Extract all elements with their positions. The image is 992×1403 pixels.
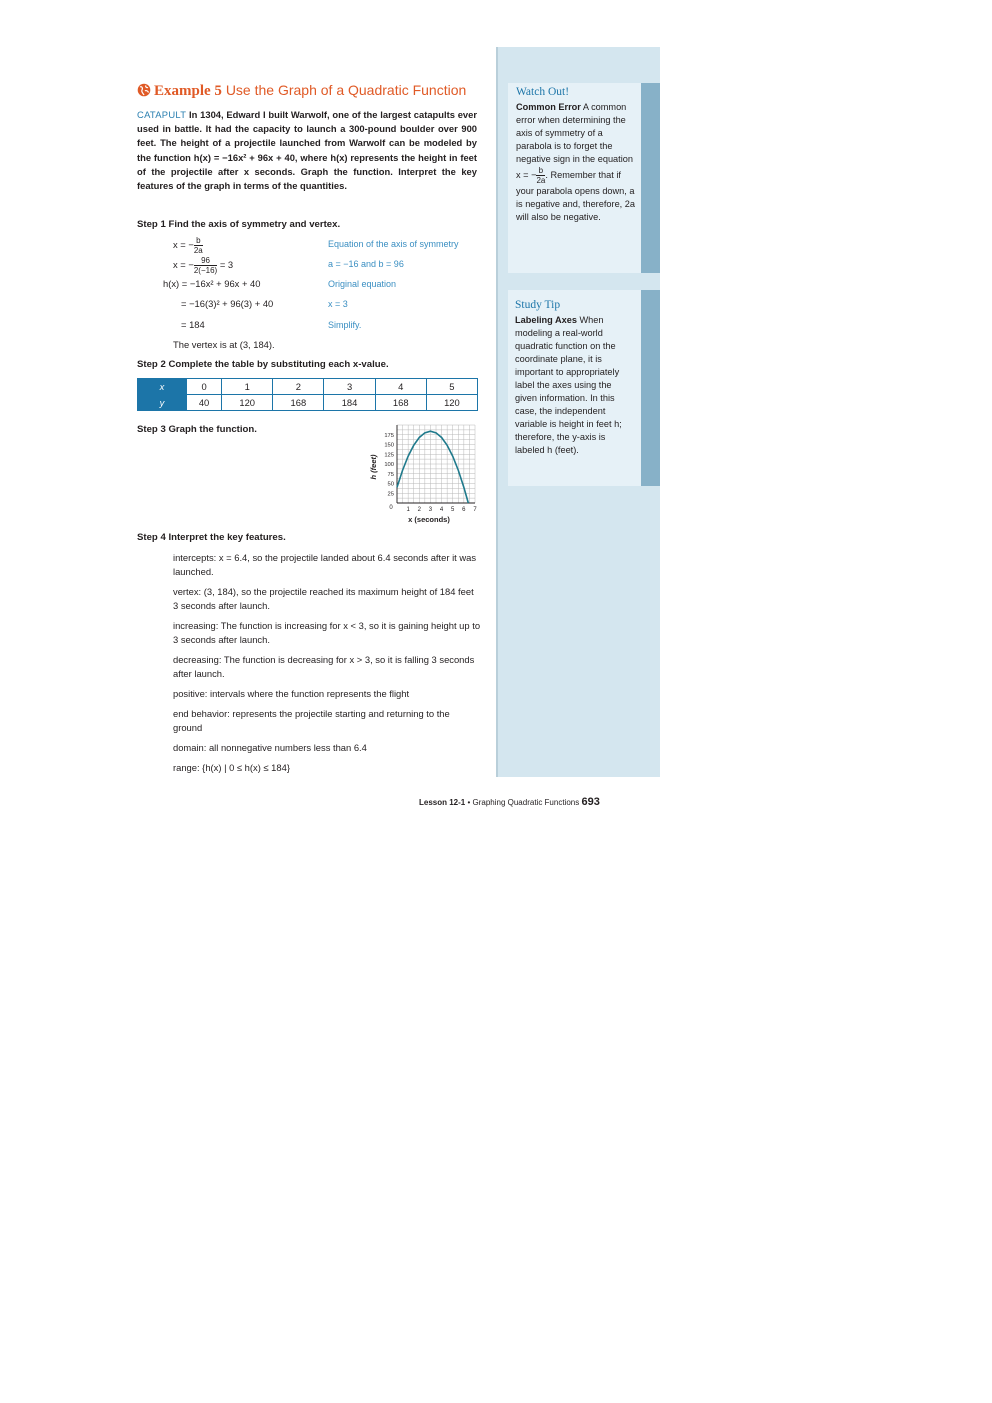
step1-eq-2 bbox=[173, 256, 233, 275]
graph-tick-labels bbox=[384, 433, 477, 513]
y-tick-label: 125 bbox=[384, 452, 394, 459]
step4-heading: Step 4 Interpret the key features. bbox=[137, 532, 286, 543]
parabola-graph bbox=[360, 420, 485, 530]
watch-out-title: Watch Out! bbox=[516, 86, 570, 98]
watch-out-text-1: A common error when determining the axis of symmetry of a parabola is to forget the negative sign in the equation x = − bbox=[516, 102, 633, 180]
x-tick-label: 5 bbox=[451, 507, 455, 513]
study-tip-title: Study Tip bbox=[515, 299, 561, 311]
page-footer bbox=[419, 796, 600, 808]
fraction-denominator: 2a bbox=[536, 176, 546, 185]
step1-comment-3: Original equation bbox=[328, 279, 397, 289]
interp-end-behavior: end behavior: represents the projectile starting and returning to the ground bbox=[173, 708, 450, 733]
step1-eq-1 bbox=[173, 236, 203, 255]
table-cell: 120 bbox=[222, 395, 273, 411]
table-cell: 168 bbox=[375, 395, 426, 411]
fraction-denominator: 2a bbox=[193, 246, 203, 255]
table-row bbox=[138, 395, 478, 411]
study-tip-bar bbox=[641, 290, 660, 486]
step1-eq-4: = −16(3)² + 96(3) + 40 bbox=[181, 298, 274, 309]
intro-text: In 1304, Edward I built Warwolf, one of the largest catapults ever used in battle. It had the capacity to launch a 300-pound boulder over 900 feet. The height of a projectile launched from Warwolf can be modeled by the function h(x) = −16x² + 96x + 40, where h(x) represents the height in feet of the projectile after x seconds. Graph the function. Interpret the key features of the graph in terms of the quantities. bbox=[137, 109, 477, 192]
x-axis-label: x (seconds) bbox=[408, 515, 450, 524]
fraction bbox=[194, 236, 203, 255]
example-intro bbox=[137, 108, 477, 193]
x-tick-label: 6 bbox=[462, 507, 466, 513]
watch-out-box bbox=[508, 83, 641, 273]
eq-suffix: = 3 bbox=[219, 258, 234, 270]
study-tip-body: When modeling a real-world quadratic function on the coordinate plane, it is important to appropriately label the axes using the given information. In this case, the independent variable is height in feet h; therefore, the y-axis is labeled h (feet). bbox=[515, 315, 622, 455]
x-tick-label: 1 bbox=[406, 507, 410, 513]
x-tick-label: 2 bbox=[417, 507, 421, 513]
watch-out-text-2: . Remember that if your parabola opens down, a is negative and, therefore, 2a will also be negative. bbox=[516, 169, 636, 222]
table-cell: 1 bbox=[222, 379, 273, 395]
step3-heading: Step 3 Graph the function. bbox=[137, 424, 257, 435]
interp-domain: domain: all nonnegative numbers less than 6.4 bbox=[173, 742, 367, 753]
fraction bbox=[536, 166, 545, 185]
eq-prefix: x = − bbox=[173, 238, 194, 250]
table-cell: 0 bbox=[187, 379, 222, 395]
page-number: 693 bbox=[581, 796, 600, 808]
interp-positive: positive: intervals where the function represents the flight bbox=[173, 688, 410, 699]
x-tick-label: 4 bbox=[439, 507, 444, 513]
example-title bbox=[137, 82, 466, 100]
table-cell: 120 bbox=[426, 395, 477, 411]
y-tick-label: 100 bbox=[384, 462, 394, 468]
y-tick-label: 150 bbox=[384, 442, 394, 449]
intro-keyword: CATAPULT bbox=[137, 109, 187, 120]
example-label: Example 5 bbox=[154, 83, 222, 99]
table-header-x: x bbox=[138, 379, 187, 395]
interp-decreasing: decreasing: The function is decreasing for x > 3, so it is falling 3 seconds after launch. bbox=[173, 654, 475, 679]
table-cell: 5 bbox=[426, 379, 477, 395]
origin-label: 0 bbox=[389, 505, 393, 511]
fraction-denominator: 2(−16) bbox=[193, 266, 218, 275]
eq-prefix: x = − bbox=[173, 258, 194, 270]
vertex-text: The vertex is at (3, 184). bbox=[173, 339, 275, 350]
parabola-curve bbox=[397, 431, 468, 503]
study-tip-text bbox=[508, 311, 641, 457]
footer-topic: Graphing Quadratic Functions bbox=[472, 798, 580, 807]
interp-increasing: increasing: The function is increasing for x < 3, so it is gaining height up to 3 seconds after launch. bbox=[173, 620, 481, 645]
interp-range: range: {h(x) | 0 ≤ h(x) ≤ 184} bbox=[173, 762, 290, 773]
interp-intercepts: intercepts: x = 6.4, so the projectile landed about 6.4 seconds after it was launched. bbox=[173, 552, 477, 577]
y-tick-label: 50 bbox=[387, 481, 394, 488]
table-header-y: y bbox=[138, 395, 187, 411]
fraction-numerator: b bbox=[536, 166, 545, 176]
sidebar-divider bbox=[496, 47, 498, 777]
step1-eq-5: = 184 bbox=[181, 319, 205, 330]
study-tip-box bbox=[508, 290, 641, 486]
table-cell: 40 bbox=[187, 395, 222, 411]
graph-grid bbox=[397, 425, 475, 503]
table-cell: 4 bbox=[375, 379, 426, 395]
footer-lesson: Lesson 12-1 bbox=[419, 798, 466, 807]
step1-heading: Step 1 Find the axis of symmetry and vertex. bbox=[137, 219, 341, 230]
y-tick-label: 25 bbox=[387, 491, 394, 498]
watch-out-bold: Common Error bbox=[516, 102, 581, 112]
table-cell: 168 bbox=[273, 395, 324, 411]
table-row bbox=[138, 379, 478, 395]
y-tick-label: 175 bbox=[384, 432, 394, 439]
step2-heading: Step 2 Complete the table by substituting each x-value. bbox=[137, 359, 389, 370]
study-tip-bold: Labeling Axes bbox=[515, 315, 577, 325]
step1-comment-2: a = −16 and b = 96 bbox=[328, 259, 404, 269]
table-cell: 184 bbox=[324, 395, 375, 411]
interp-vertex: vertex: (3, 184), so the projectile reached its maximum height of 184 feet 3 seconds after launch. bbox=[173, 586, 474, 611]
step1-eq-3: h(x) = −16x² + 96x + 40 bbox=[163, 278, 261, 289]
fraction-numerator: 96 bbox=[194, 256, 217, 266]
step1-comment-4: x = 3 bbox=[328, 299, 348, 309]
x-tick-label: 3 bbox=[428, 507, 433, 513]
example-heading: Use the Graph of a Quadratic Function bbox=[225, 82, 467, 98]
watch-out-text bbox=[508, 98, 641, 224]
fraction bbox=[194, 256, 217, 275]
footer-bullet: • bbox=[465, 798, 473, 807]
x-tick-label: 7 bbox=[473, 507, 477, 513]
globe-icon bbox=[137, 83, 151, 97]
table-cell: 3 bbox=[324, 379, 375, 395]
y-tick-label: 75 bbox=[387, 471, 394, 478]
step1-comment-1: Equation of the axis of symmetry bbox=[328, 239, 459, 249]
values-table bbox=[137, 378, 478, 411]
fraction-numerator: b bbox=[194, 236, 203, 246]
y-axis-label: h (feet) bbox=[369, 454, 378, 480]
table-cell: 2 bbox=[273, 379, 324, 395]
watch-out-bar bbox=[641, 83, 660, 273]
step1-comment-5: Simplify. bbox=[328, 320, 362, 330]
